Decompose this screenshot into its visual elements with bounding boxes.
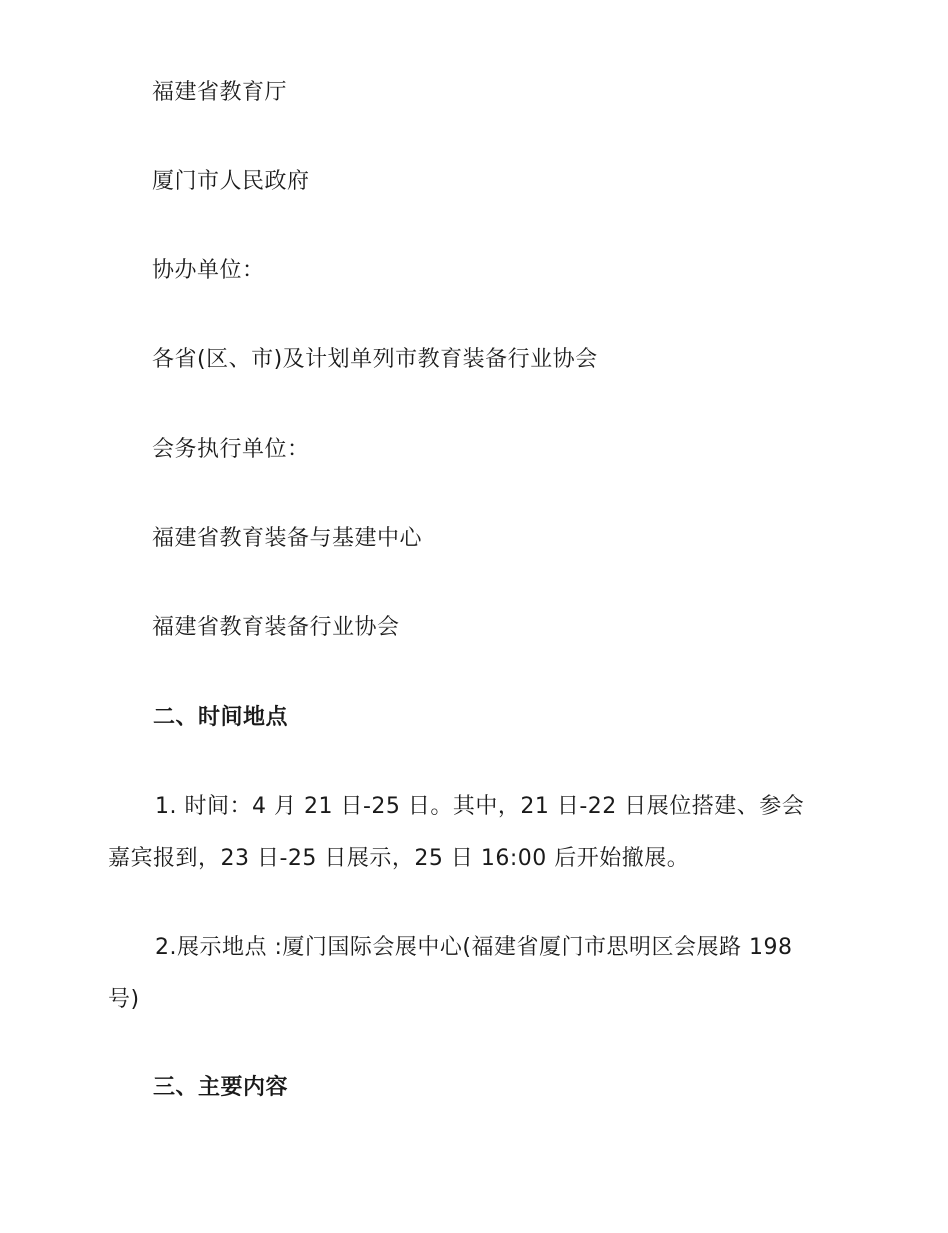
section-3-heading: 三、主要内容 — [153, 1075, 289, 1100]
organizer-xiamen-government: 厦门市人民政府 — [152, 169, 310, 194]
section-2-heading: 二、时间地点 — [153, 705, 289, 730]
item-2-location-line2: 号) — [108, 987, 140, 1012]
item-1-time-line2: 嘉宾报到，23 日-25 日展示，25 日 16:00 后开始撤展。 — [108, 846, 690, 871]
executive-unit-equipment-association: 福建省教育装备行业协会 — [152, 615, 400, 640]
executive-unit-equipment-center: 福建省教育装备与基建中心 — [152, 526, 423, 551]
item-2-location-line1: 2.展示地点 :厦门国际会展中心(福建省厦门市思明区会展路 198 — [155, 935, 793, 960]
co-organizer-associations: 各省(区、市)及计划单列市教育装备行业协会 — [152, 347, 598, 372]
executive-unit-label: 会务执行单位： — [152, 437, 310, 462]
item-1-time-line1: 1. 时间：4 月 21 日-25 日。其中，21 日-22 日展位搭建、参会 — [155, 794, 805, 819]
co-organizer-label: 协办单位： — [152, 258, 265, 283]
organizer-fujian-education-dept: 福建省教育厅 — [152, 80, 288, 105]
